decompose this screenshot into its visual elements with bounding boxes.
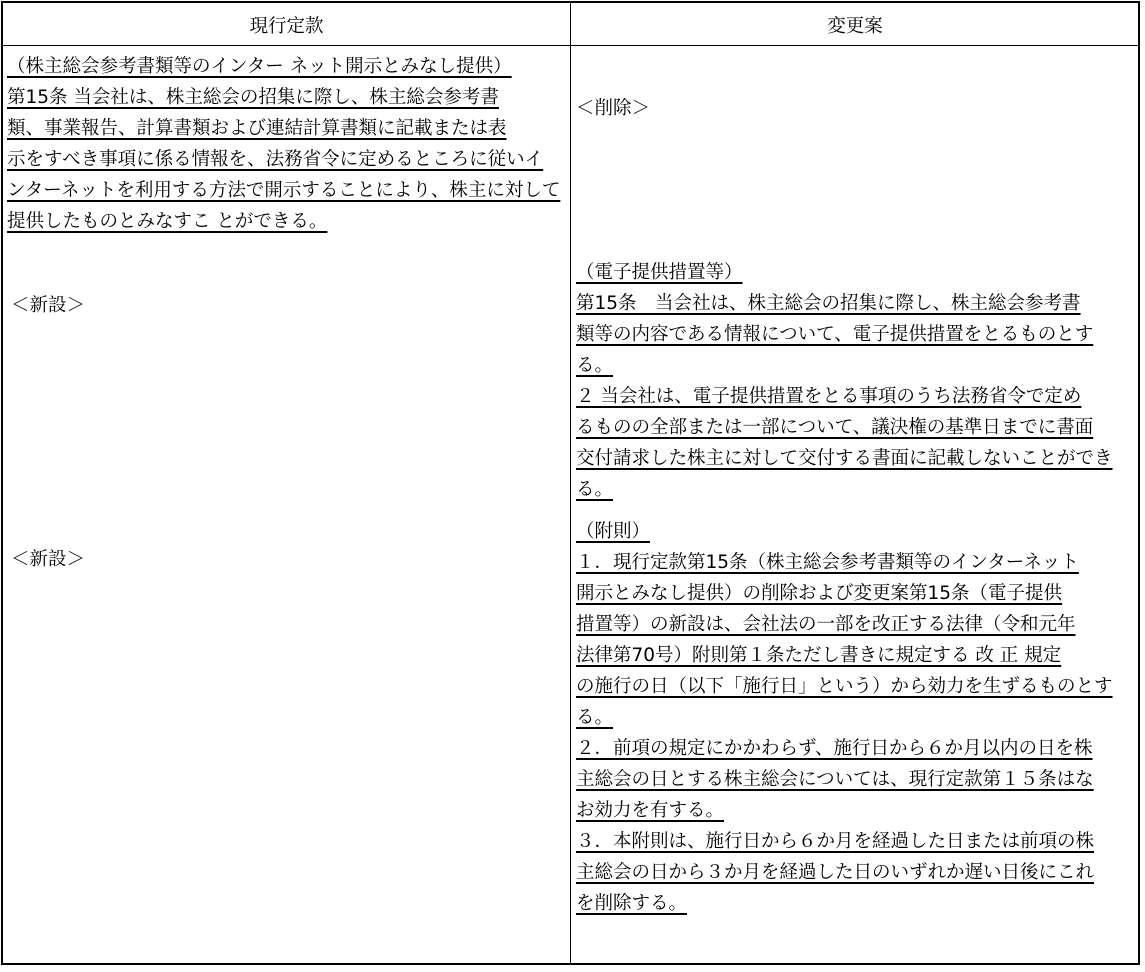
supplementary-line: 主総会の日から３か月を経過した日のいずれか遅い日後にこれ bbox=[576, 862, 1095, 883]
supplementary-line: を削除する。 bbox=[576, 893, 688, 914]
article-line: 示をすべき事項に係る情報を、法務省令に定めるところに従いイ bbox=[7, 149, 544, 170]
supplementary-line: １．現行定款第15条（株主総会参考書類等のインターネット bbox=[576, 552, 1079, 573]
article-line: る。 bbox=[576, 479, 614, 500]
supplementary-line: る。 bbox=[576, 707, 614, 728]
new-provision-label: ＜新設＞ bbox=[11, 549, 86, 570]
article-line: ２ 当会社は、電子提供措置をとる事項のうち法務省令で定め bbox=[576, 386, 1082, 407]
supplementary-line: 措置等）の新設は、会社法の一部を改正する法律（令和元年 bbox=[576, 614, 1076, 635]
article-line: 提供したものとみなすこ とができる。 bbox=[7, 211, 328, 232]
supplementary-line: 主総会の日とする株主総会については、現行定款第１５条はな bbox=[576, 769, 1094, 790]
article-line: （電子提供措置等） bbox=[576, 262, 743, 283]
supplementary-line: お効力を有する。 bbox=[576, 800, 725, 821]
supplementary-line: の施行の日（以下「施行日」という）から効力を生ずるものとす bbox=[576, 676, 1113, 697]
article-line: （株主総会参考書類等のインター ネット開示とみなし提供） bbox=[7, 56, 512, 77]
supplementary-line: 開示とみなし提供）の削除および変更案第15条（電子提供 bbox=[576, 583, 1063, 604]
current-article-15 bbox=[7, 51, 560, 237]
header-proposed: 変更案 bbox=[827, 16, 883, 37]
deleted-label: ＜削除＞ bbox=[576, 98, 651, 119]
column-divider bbox=[570, 3, 571, 963]
supplementary-line: ３．本附則は、施行日から６か月を経過した日または前項の株 bbox=[576, 831, 1095, 852]
supplementary-provisions bbox=[576, 516, 1113, 919]
article-line: 類等の内容である情報について、電子提供措置をとるものとす bbox=[576, 324, 1094, 345]
proposed-article-15 bbox=[576, 257, 1113, 505]
article-line: 類、事業報告、計算書類および連結計算書類に記載または表 bbox=[7, 118, 507, 139]
article-line: 第15条 当会社は、株主総会の招集に際し、株主総会参考書 bbox=[576, 293, 1081, 314]
amendment-table bbox=[1, 1, 1140, 965]
new-provision-label: ＜新設＞ bbox=[11, 295, 86, 316]
supplementary-line: 法律第70号）附則第１条ただし書きに規定する 改 正 規定 bbox=[576, 645, 1062, 666]
article-line: 交付請求した株主に対して交付する書面に記載しないことができ bbox=[576, 448, 1113, 469]
supplementary-line: ２．前項の規定にかかわらず、施行日から６か月以内の日を株 bbox=[576, 738, 1093, 759]
article-line: るものの全部または一部について、議決権の基準日までに書面 bbox=[576, 417, 1094, 438]
article-line: ンターネットを利用する方法で開示することにより、株主に対して bbox=[7, 180, 561, 201]
article-line: る。 bbox=[576, 355, 614, 376]
supplementary-line: （附則） bbox=[576, 521, 651, 542]
article-line: 第15条 当会社は、株主総会の招集に際し、株主総会参考書 bbox=[7, 87, 499, 108]
header-current: 現行定款 bbox=[249, 16, 324, 37]
